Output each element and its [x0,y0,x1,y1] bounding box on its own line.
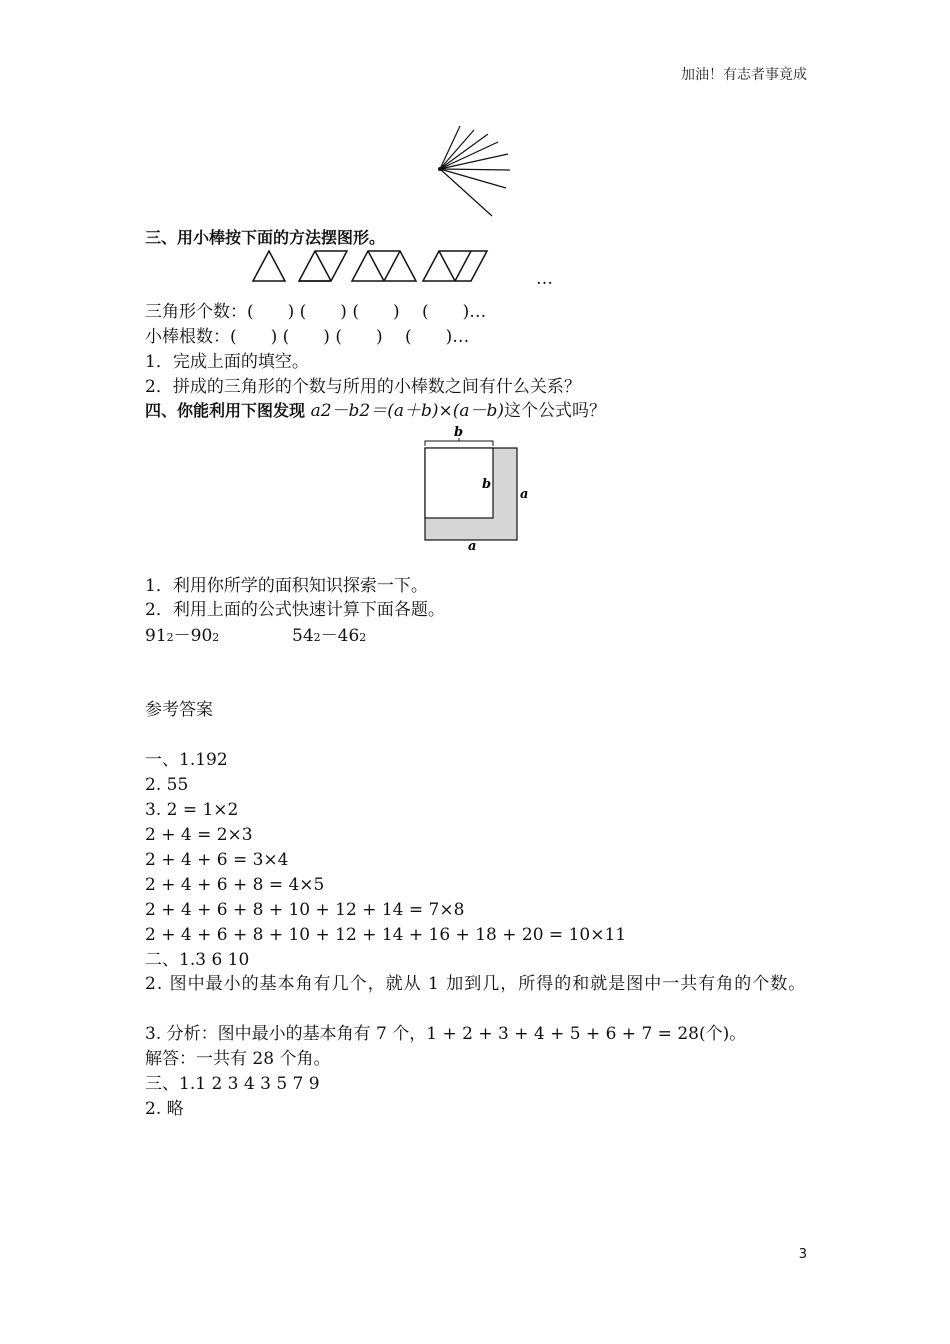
section3-q1: 1．完成上面的填空。 [145,352,309,372]
answer-line: 2 + 4 + 6 + 8 + 10 + 12 + 14 + 16 + 18 + 20 = 10×11 [145,925,627,945]
stick-triangles-figure [250,248,510,288]
section4-title-suffix: 这个公式吗？ [504,401,607,421]
section4-q2: 2．利用上面的公式快速计算下面各题。 [145,600,445,620]
answer-line: 3. 2 = 1×2 [145,800,239,820]
section4-title-prefix: 四、你能利用下图发现 [145,401,311,420]
calc-expression-1: 912－902 [145,626,220,646]
section4-title [145,400,606,422]
square-difference-figure [420,424,550,554]
answer-line: 2 + 4 + 6 + 8 + 10 + 12 + 14 = 7×8 [145,900,465,920]
figure-label-b-inner: b [482,477,492,492]
figure-label-a-right: a [520,487,529,502]
ellipsis: … [536,269,553,289]
answers-title: 参考答案 [145,700,213,720]
answer-line: 2 + 4 + 6 = 3×4 [145,850,289,870]
answer-line: 2 + 4 = 2×3 [145,825,253,845]
figure-label-b-top: b [454,425,464,440]
answer-line: 2. 图中最小的基本角有几个，就从 1 加到几，所得的和就是图中一共有角的个数。 [145,974,807,994]
calc-expression-2: 542－462 [292,626,367,646]
answer-line: 三、1.1 2 3 4 3 5 7 9 [145,1074,320,1094]
answer-line: 一、1.192 [145,750,228,770]
answer-line: 解答：一共有 28 个角。 [145,1049,331,1069]
section3-title: 三、用小棒按下面的方法摆图形。 [145,228,386,247]
answer-line: 3. 分析：图中最小的基本角有 7 个，1 + 2 + 3 + 4 + 5 + 6 + 7 = 28(个)。 [145,1024,747,1044]
angle-rays-figure [436,124,526,224]
answer-line: 2. 略 [145,1099,184,1119]
triangle-count-row: 三角形个数：( ) ( ) ( ) ( )… [145,302,487,322]
answer-line: 二、1.3 6 10 [145,950,250,970]
answer-line: 2. 55 [145,775,189,795]
section4-q1: 1．利用你所学的面积知识探索一下。 [145,576,428,596]
section4-formula: a2－b2＝(a＋b)×(a－b) [310,401,505,421]
section3-q2: 2．拼成的三角形的个数与所用的小棒数之间有什么关系？ [145,377,581,397]
answer-line: 2 + 4 + 6 + 8 = 4×5 [145,875,325,895]
figure-label-a-bottom: a [468,539,477,554]
header-motto: 加油！有志者事竟成 [681,67,807,83]
page-number: 3 [798,1247,807,1262]
stick-count-row: 小棒根数：( ) ( ) ( ) ( )… [145,327,470,347]
